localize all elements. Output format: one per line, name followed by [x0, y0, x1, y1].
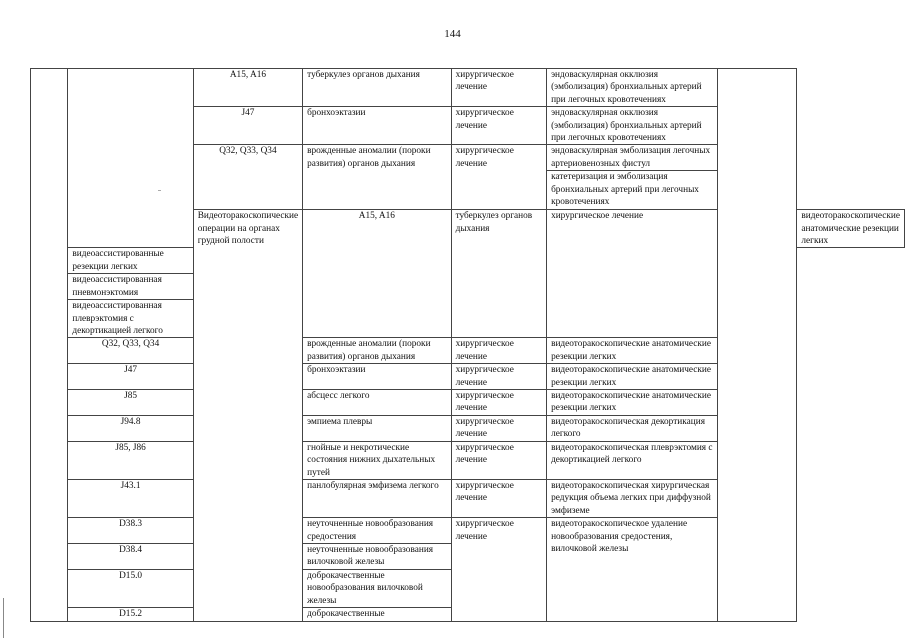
code-cell: J94.8	[68, 415, 193, 441]
treatment-cell: хирургическое лечение	[451, 364, 546, 390]
method-cell: видеоторакоскопическая хирургическая редукция объема легких при диффузной эмфиземе	[547, 479, 718, 517]
method-cell: видеоассистированные резекции легких	[68, 248, 193, 274]
code-cell: D15.0	[68, 570, 193, 608]
method-cell: видеоторакоскопические анатомические резекции легких	[547, 338, 718, 364]
code-cell: D15.2	[68, 608, 193, 621]
medical-procedures-table	[30, 68, 905, 622]
treatment-cell: хирургическое лечение	[451, 518, 546, 621]
number-cell	[31, 69, 68, 622]
disease-cell: туберкулез органов дыхания	[451, 210, 546, 338]
disease-cell: туберкулез органов дыхания	[303, 69, 451, 107]
method-cell: видеоторакоскопическая плеврэктомия с декортикацией легкого	[547, 441, 718, 479]
group-cell: Видеоторакоскопические операции на органах грудной полости	[193, 210, 302, 621]
code-cell: J85	[68, 389, 193, 415]
treatment-cell: хирургическое лечение	[451, 107, 546, 145]
method-cell: видеоторакоскопические анатомические резекции легких	[797, 210, 905, 248]
disease-cell: гнойные и некротические состояния нижних дыхательных путей	[303, 441, 451, 479]
disease-cell: бронхоэктазии	[303, 107, 451, 145]
disease-cell: доброкачественные новообразования вилочковой железы	[303, 570, 451, 608]
method-cell: видеоторакоскопические анатомические резекции легких	[547, 364, 718, 390]
code-cell: Q32, Q33, Q34	[68, 338, 193, 364]
code-cell: J47	[68, 364, 193, 390]
method-cell: видеоторакоскопическая декортикация легкого	[547, 415, 718, 441]
method-cell: видеоторакоскопическое удаление новообразования средостения, вилочковой железы	[547, 518, 718, 621]
method-cell: эндоваскулярная окклюзия (эмболизация) бронхиальных артерий при легочных кровотечениях	[547, 107, 718, 145]
method-cell: катетеризация и эмболизация бронхиальных артерий при легочных кровотечениях	[547, 171, 718, 210]
page-number: 144	[444, 28, 461, 40]
table-row	[31, 69, 905, 107]
code-cell: J47	[193, 107, 302, 145]
method-cell: видеоассистированная пневмонэктомия	[68, 274, 193, 300]
disease-cell: абсцесс легкого	[303, 389, 451, 415]
notes-cell	[718, 69, 797, 622]
disease-cell: бронхоэктазии	[303, 364, 451, 390]
method-cell: видеоторакоскопические анатомические резекции легких	[547, 389, 718, 415]
treatment-cell: хирургическое лечение	[451, 338, 546, 364]
code-cell: D38.4	[68, 544, 193, 570]
treatment-cell: хирургическое лечение	[451, 389, 546, 415]
treatment-cell: хирургическое лечение	[451, 441, 546, 479]
code-cell: Q32, Q33, Q34	[193, 145, 302, 210]
disease-cell: неуточненные новообразования средостения	[303, 518, 451, 544]
method-cell: видеоассистированная плеврэктомия с декортикацией легкого	[68, 300, 193, 338]
treatment-cell: хирургическое лечение	[547, 210, 718, 338]
method-cell: эндоваскулярная окклюзия (эмболизация) бронхиальных артерий при легочных кровотечениях	[547, 69, 718, 107]
disease-cell: врожденные аномалии (пороки развития) органов дыхания	[303, 145, 451, 210]
treatment-cell: хирургическое лечение	[451, 69, 546, 107]
scan-mark	[158, 190, 161, 191]
treatment-cell: хирургическое лечение	[451, 479, 546, 517]
disease-cell: эмпиема плевры	[303, 415, 451, 441]
disease-cell: врожденные аномалии (пороки развития) органов дыхания	[303, 338, 451, 364]
code-cell: J43.1	[68, 479, 193, 517]
code-cell: A15, A16	[193, 69, 302, 107]
disease-cell: панлобулярная эмфизема легкого	[303, 479, 451, 517]
method-cell: эндоваскулярная эмболизация легочных артериовенозных фистул	[547, 145, 718, 171]
disease-cell: доброкачественные	[303, 608, 451, 621]
treatment-cell: хирургическое лечение	[451, 415, 546, 441]
code-cell: D38.3	[68, 518, 193, 544]
code-cell: J85, J86	[68, 441, 193, 479]
disease-cell: неуточненные новообразования вилочковой железы	[303, 544, 451, 570]
code-cell: A15, A16	[303, 210, 451, 338]
scan-edge-line	[3, 598, 4, 638]
treatment-cell: хирургическое лечение	[451, 145, 546, 210]
group-cell-empty	[68, 69, 193, 248]
